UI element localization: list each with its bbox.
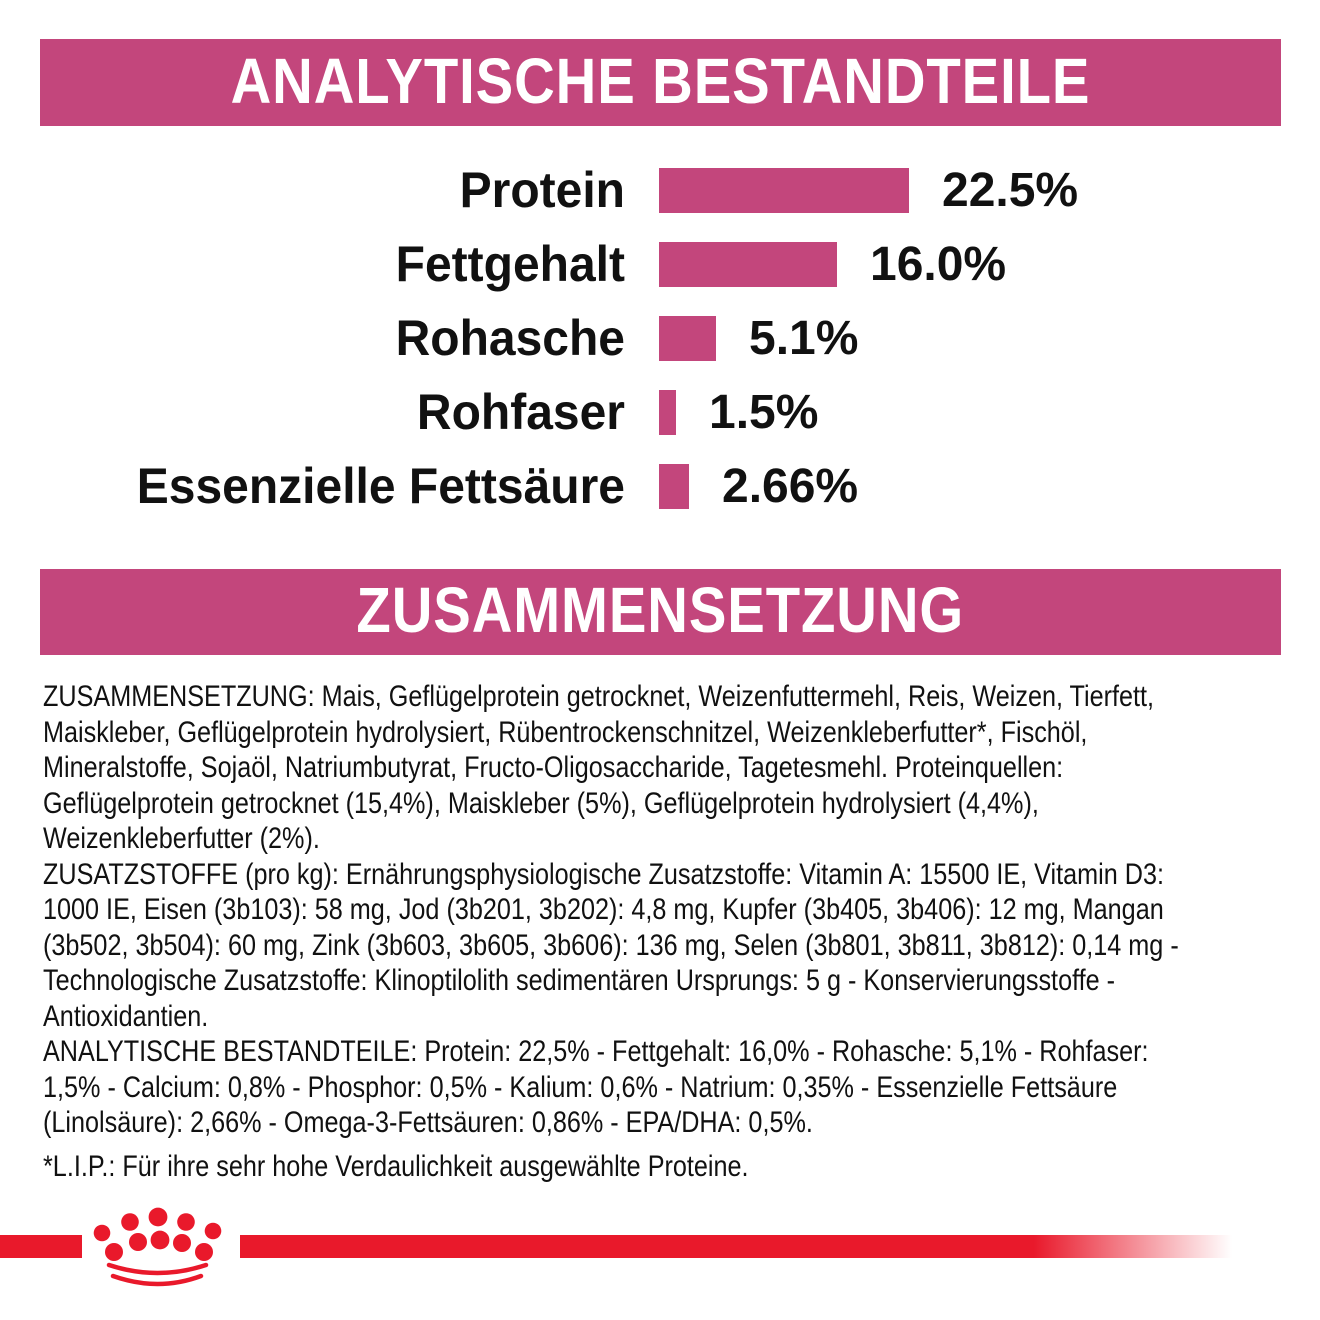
composition-section-title: ZUSAMMENSETZUNG — [356, 574, 965, 646]
chart-category-label: Rohasche — [395, 310, 625, 366]
composition-text-block — [43, 679, 1179, 1141]
composition-line: ZUSAMMENSETZUNG: Mais, Geflügelprotein getrocknet, Weizenfuttermehl, Reis, Weizen, Tierfett, — [43, 680, 1155, 713]
analytical-section-title: ANALYTISCHE BESTANDTEILE — [230, 44, 1091, 117]
chart-bar — [659, 168, 909, 213]
chart-row — [0, 227, 1320, 301]
chart-category-label: Fettgehalt — [395, 236, 625, 292]
chart-value-label: 22.5% — [942, 163, 1079, 217]
chart-category-label: Essenzielle Fettsäure — [136, 458, 625, 514]
lip-footnote: *L.I.P.: Für ihre sehr hohe Verdaulichkeit ausgewählte Proteine. — [43, 1150, 749, 1183]
composition-line: 1,5% - Calcium: 0,8% - Phosphor: 0,5% - Kalium: 0,6% - Natrium: 0,35% - Essenzielle Fettsäure — [43, 1070, 1118, 1104]
composition-line: (3b502, 3b504): 60 mg, Zink (3b603, 3b605, 3b606): 136 mg, Selen (3b801, 3b811, 3b812): 0,14 mg - — [43, 928, 1179, 962]
composition-line: ANALYTISCHE BESTANDTEILE: Protein: 22,5% - Fettgehalt: 16,0% - Rohasche: 5,1% - Rohfaser: — [43, 1035, 1149, 1068]
chart-value-label: 2.66% — [722, 459, 859, 513]
analytical-bar-chart — [0, 153, 1320, 523]
chart-bar — [659, 390, 676, 435]
brand-rule-left-segment — [0, 1235, 82, 1258]
composition-line: Mineralstoffe, Sojaöl, Natriumbutyrat, Fructo-Oligosaccharide, Tagetesmehl. Proteinquellen: — [43, 751, 1064, 784]
chart-bar — [659, 316, 716, 361]
chart-row — [0, 449, 1320, 523]
chart-row — [0, 375, 1320, 449]
chart-category-label: Protein — [459, 162, 625, 218]
royal-canin-crown-logo-icon — [92, 1206, 222, 1288]
chart-bar — [659, 464, 689, 509]
brand-rule-right-segment — [240, 1235, 1232, 1258]
composition-line: Geflügelprotein getrocknet (15,4%), Maiskleber (5%), Geflügelprotein hydrolysiert (4,4%), — [43, 786, 1039, 820]
composition-line: Antioxidantien. — [43, 999, 209, 1033]
chart-bar — [659, 242, 837, 287]
chart-value-label: 5.1% — [749, 311, 859, 365]
chart-category-label: Rohfaser — [416, 384, 625, 440]
composition-line: 1000 IE, Eisen (3b103): 58 mg, Jod (3b201, 3b202): 4,8 mg, Kupfer (3b405, 3b406): 12 mg, Mangan — [43, 893, 1164, 926]
composition-line: Maiskleber, Geflügelprotein hydrolysiert, Rübentrockenschnitzel, Weizenkleberfutter*, Fischöl, — [43, 715, 1088, 749]
chart-value-label: 1.5% — [709, 385, 819, 439]
composition-line: ZUSATZSTOFFE (pro kg): Ernährungsphysiologische Zusatzstoffe: Vitamin A: 15500 IE, Vitamin D3: — [43, 857, 1164, 891]
chart-row — [0, 301, 1320, 375]
composition-line: (Linolsäure): 2,66% - Omega-3-Fettsäuren: 0,86% - EPA/DHA: 0,5%. — [43, 1106, 813, 1139]
chart-value-label: 16.0% — [870, 237, 1007, 291]
composition-line: Technologische Zusatzstoffe: Klinoptilolith sedimentären Ursprungs: 5 g - Konservierungsstoffe - — [43, 964, 1116, 997]
analytical-section-banner — [40, 39, 1281, 126]
composition-section-banner — [40, 569, 1281, 655]
composition-line: Weizenkleberfutter (2%). — [43, 822, 320, 855]
chart-row — [0, 153, 1320, 227]
